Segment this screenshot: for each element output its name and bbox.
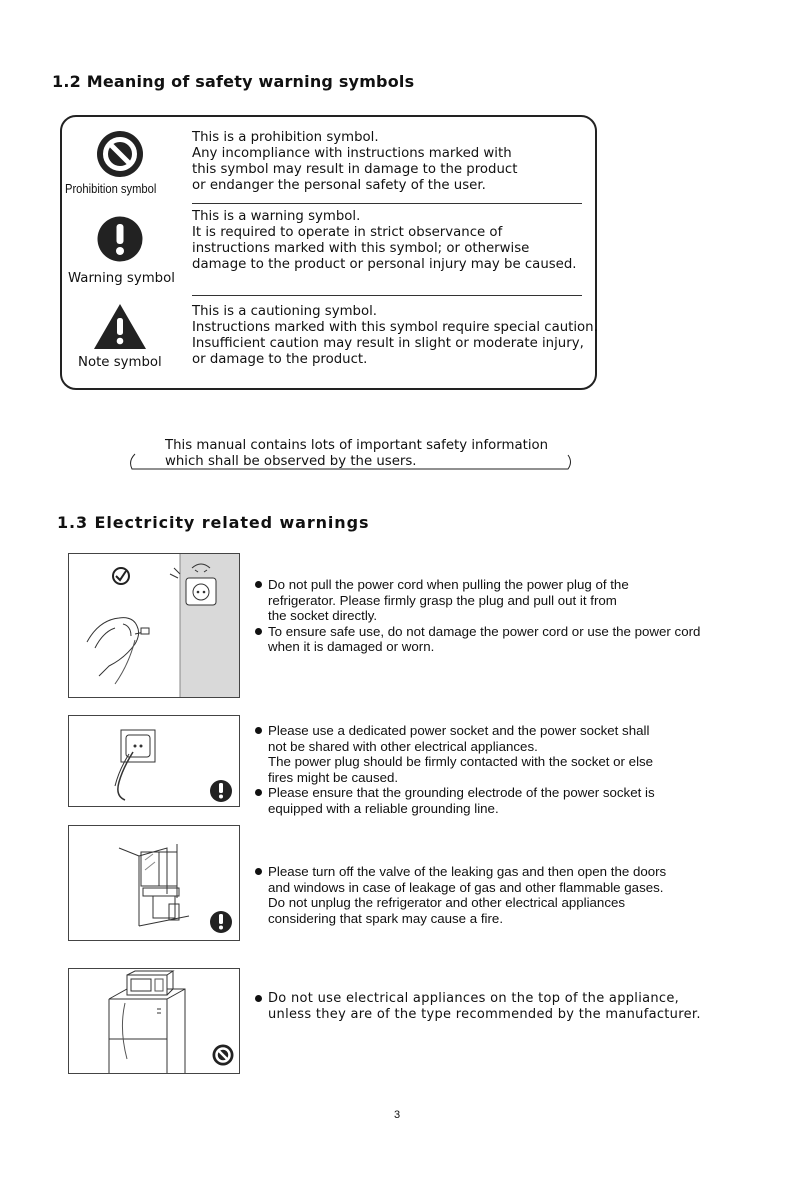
unplug-cord-drawing — [69, 554, 239, 697]
prohibition-description — [192, 130, 600, 194]
prohibition-line: This is a prohibition symbol. — [192, 130, 379, 145]
note-line: or damage to the product. — [192, 352, 368, 367]
warning-line: damage to the product or personal injury may be caused. — [192, 257, 577, 272]
warning-block-1 — [255, 577, 735, 655]
bullet-icon — [255, 995, 262, 1002]
bullet-text: The power plug should be firmly contacted with the socket or else — [268, 754, 654, 770]
prohibition-symbol-label: Prohibition symbol — [65, 181, 157, 196]
note-line: Instructions marked with this symbol require special caution. — [192, 320, 598, 335]
bullet-icon — [255, 789, 262, 796]
section-title-safety-symbols: 1.2 Meaning of safety warning symbols — [52, 72, 415, 91]
note-description — [192, 304, 600, 368]
bullet-item — [255, 785, 735, 801]
bullet-continuation — [255, 1007, 735, 1023]
bullet-continuation — [255, 739, 735, 755]
bullet-text: Do not unplug the refrigerator and other electrical appliances — [268, 895, 626, 911]
notice-line: which shall be observed by the users. — [165, 454, 417, 469]
bullet-text: fires might be caused. — [268, 769, 399, 785]
dedicated-socket-drawing — [69, 716, 239, 806]
bullet-item — [255, 577, 735, 593]
note-line: Insufficient caution may result in slight or moderate injury, — [192, 336, 584, 351]
prohibition-line: Any incompliance with instructions marked with — [192, 146, 512, 161]
bullet-text: Please turn off the valve of the leaking gas and then open the doors — [268, 864, 667, 879]
warning-description — [192, 209, 600, 273]
page-number: 3 — [393, 1109, 401, 1121]
bullet-continuation — [255, 770, 735, 786]
bullet-icon — [255, 868, 262, 875]
warning-block-3 — [255, 864, 735, 926]
bullet-text: not be shared with other electrical appliances. — [268, 738, 538, 754]
bullet-icon — [255, 727, 262, 734]
divider — [192, 295, 582, 296]
bullet-text: the socket directly. — [268, 608, 378, 624]
bullet-continuation — [255, 880, 735, 896]
bullet-continuation — [255, 639, 735, 655]
caution-triangle-icon — [93, 303, 147, 350]
safety-information-notice — [165, 438, 548, 470]
prohibition-icon — [96, 130, 144, 178]
bullet-text: and windows in case of leakage of gas and other flammable gases. — [268, 879, 664, 895]
bullet-icon — [255, 628, 262, 635]
bullet-text: refrigerator. Please firmly grasp the plug and pull out it from — [268, 592, 617, 608]
illustration-appliance-on-top — [68, 968, 240, 1074]
prohibition-line: this symbol may result in damage to the product — [192, 162, 518, 177]
bullet-text: To ensure safe use, do not damage the power cord or use the power cord — [268, 623, 701, 639]
warning-block-2 — [255, 723, 735, 817]
warning-line: It is required to operate in strict observance of — [192, 225, 503, 240]
bullet-continuation — [255, 593, 735, 609]
warning-line: instructions marked with this symbol; or otherwise — [192, 241, 530, 256]
bullet-continuation — [255, 754, 735, 770]
gas-leak-drawing — [69, 826, 239, 940]
appliance-on-top-drawing — [69, 969, 239, 1073]
bullet-text: equipped with a reliable grounding line. — [268, 800, 499, 816]
bullet-item — [255, 991, 735, 1007]
bullet-icon — [255, 581, 262, 588]
bullet-item — [255, 864, 735, 880]
section-title-electricity-warnings: 1.3 Electricity related warnings — [57, 513, 370, 532]
warning-block-4 — [255, 991, 735, 1023]
illustration-unplug-cord — [68, 553, 240, 698]
note-symbol-label: Note symbol — [78, 355, 162, 370]
bullet-text: Do not pull the power cord when pulling the power plug of the — [268, 577, 629, 592]
bullet-continuation — [255, 801, 735, 817]
bullet-text: Do not use electrical appliances on the top of the appliance, — [268, 991, 680, 1006]
bullet-text: unless they are of the type recommended by the manufacturer. — [268, 1007, 701, 1022]
bullet-text: when it is damaged or worn. — [268, 639, 435, 655]
warning-symbol-label: Warning symbol — [68, 271, 175, 286]
bullet-continuation — [255, 895, 735, 911]
divider — [192, 203, 582, 204]
warning-icon — [97, 216, 143, 262]
prohibition-line: or endanger the personal safety of the user. — [192, 178, 486, 193]
bullet-text: considering that spark may cause a fire. — [268, 910, 504, 926]
bullet-text: Please ensure that the grounding electrode of the power socket is — [268, 785, 655, 801]
note-line: This is a cautioning symbol. — [192, 304, 378, 319]
illustration-dedicated-socket — [68, 715, 240, 807]
bullet-continuation — [255, 911, 735, 927]
bullet-text: Please use a dedicated power socket and the power socket shall — [268, 723, 650, 738]
bullet-item — [255, 723, 735, 739]
notice-line: This manual contains lots of important safety information — [165, 438, 549, 453]
bullet-item — [255, 624, 735, 640]
bullet-continuation — [255, 608, 735, 624]
warning-line: This is a warning symbol. — [192, 209, 361, 224]
illustration-gas-leak — [68, 825, 240, 941]
